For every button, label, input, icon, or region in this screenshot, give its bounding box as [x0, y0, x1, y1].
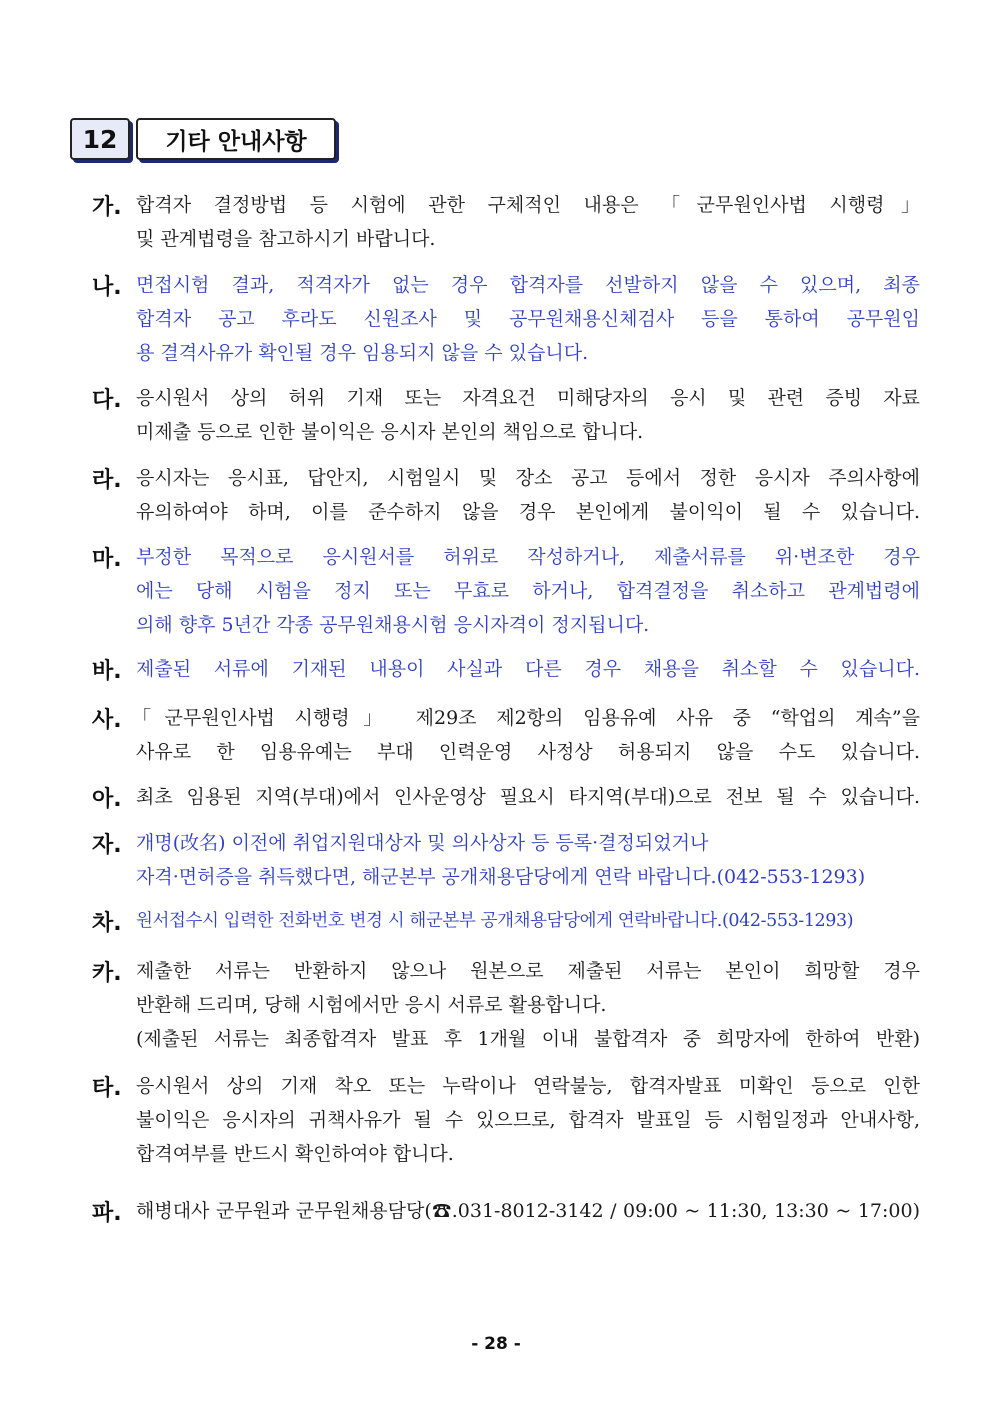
item-marker: 가.: [92, 195, 122, 220]
item-line: 합격여부를 반드시 확인하여야 합니다.: [136, 1143, 454, 1165]
item-marker: 나.: [92, 275, 122, 300]
item-line: 합격자 공고 후라도 신원조사 및 공무원채용신체검사 등을 통하여 공무원임: [136, 308, 920, 330]
item-line: 응시원서 상의 허위 기재 또는 자격요건 미해당자의 응시 및 관련 증빙 자료: [136, 387, 920, 409]
item-line: 「군무원인사법 시행령」 제29조 제2항의 임용유예 사유 중 “학업의 계속”을: [132, 707, 920, 729]
item-line: 제출된 서류에 기재된 내용이 사실과 다른 경우 채용을 취소할 수 있습니다.: [136, 658, 920, 680]
item-line: 불이익은 응시자의 귀책사유가 될 수 있으므로, 합격자 발표일 등 시험일정과 안내사항,: [136, 1109, 920, 1131]
item-line: 면접시험 결과, 적격자가 없는 경우 합격자를 선발하지 않을 수 있으며, 최종: [136, 274, 920, 296]
item-line: 응시자는 응시표, 답안지, 시험일시 및 장소 공고 등에서 정한 응시자 주의사항에: [136, 467, 920, 489]
item-marker: 파.: [92, 1201, 122, 1226]
item-line: 원서접수시 입력한 전화번호 변경 시 해군본부 공개채용담당에게 연락바랍니다.(042-553-1293): [136, 911, 854, 931]
item-line: 부정한 목적으로 응시원서를 허위로 작성하거나, 제출서류를 위·변조한 경우: [136, 546, 920, 568]
section-number: 12: [70, 118, 130, 160]
item-line: 반환해 드리며, 당해 시험에서만 응시 서류로 활용합니다.: [136, 994, 607, 1016]
item-line: 해병대사 군무원과 군무원채용담당(☎.031-8012-3142 / 09:00 ~ 11:30, 13:30 ~ 17:00): [136, 1200, 920, 1222]
item-marker: 타.: [92, 1076, 122, 1101]
section-title: 기타 안내사항: [136, 118, 336, 160]
item-line: 응시원서 상의 기재 착오 또는 누락이나 연락불능, 합격자발표 미확인 등으로 인한: [136, 1075, 920, 1097]
item-line: 및 관계법령을 참고하시기 바랍니다.: [136, 228, 436, 250]
item-line: 용 결격사유가 확인될 경우 임용되지 않을 수 있습니다.: [136, 342, 589, 364]
item-line: 제출한 서류는 반환하지 않으나 원본으로 제출된 서류는 본인이 희망할 경우: [136, 960, 920, 982]
item-marker: 카.: [92, 961, 122, 986]
item-line: 자격·면허증을 취득했다면, 해군본부 공개채용담당에게 연락 바랍니다.(042-553-1293): [136, 866, 866, 888]
item-line: 미제출 등으로 인한 불이익은 응시자 본인의 책임으로 합니다.: [136, 421, 644, 443]
item-line: 합격자 결정방법 등 시험에 관한 구체적인 내용은 「군무원인사법 시행령」: [136, 194, 920, 216]
item-line: 의해 향후 5년간 각종 공무원채용시험 응시자격이 정지됩니다.: [136, 614, 650, 636]
item-marker: 자.: [92, 833, 122, 858]
item-line: 유의하여야 하며, 이를 준수하지 않을 경우 본인에게 불이익이 될 수 있습니다.: [136, 501, 920, 523]
item-marker: 차.: [92, 911, 122, 936]
item-line: 에는 당해 시험을 정지 또는 무효로 하거나, 합격결정을 취소하고 관계법령에: [136, 580, 920, 602]
item-line: 개명(改名) 이전에 취업지원대상자 및 의사상자 등 등록·결정되었거나: [136, 832, 709, 854]
item-marker: 사.: [92, 708, 122, 733]
item-marker: 다.: [92, 388, 122, 413]
item-marker: 마.: [92, 547, 122, 572]
item-marker: 아.: [92, 787, 122, 812]
item-marker: 바.: [92, 659, 122, 684]
page-number: - 28 -: [471, 1334, 521, 1354]
item-marker: 라.: [92, 468, 122, 493]
item-line: (제출된 서류는 최종합격자 발표 후 1개월 이내 불합격자 중 희망자에 한하여 반환): [136, 1028, 920, 1050]
item-line: 최초 임용된 지역(부대)에서 인사운영상 필요시 타지역(부대)으로 전보 될 수 있습니다.: [136, 786, 920, 808]
item-line: 사유로 한 임용유예는 부대 인력운영 사정상 허용되지 않을 수도 있습니다.: [136, 741, 920, 763]
